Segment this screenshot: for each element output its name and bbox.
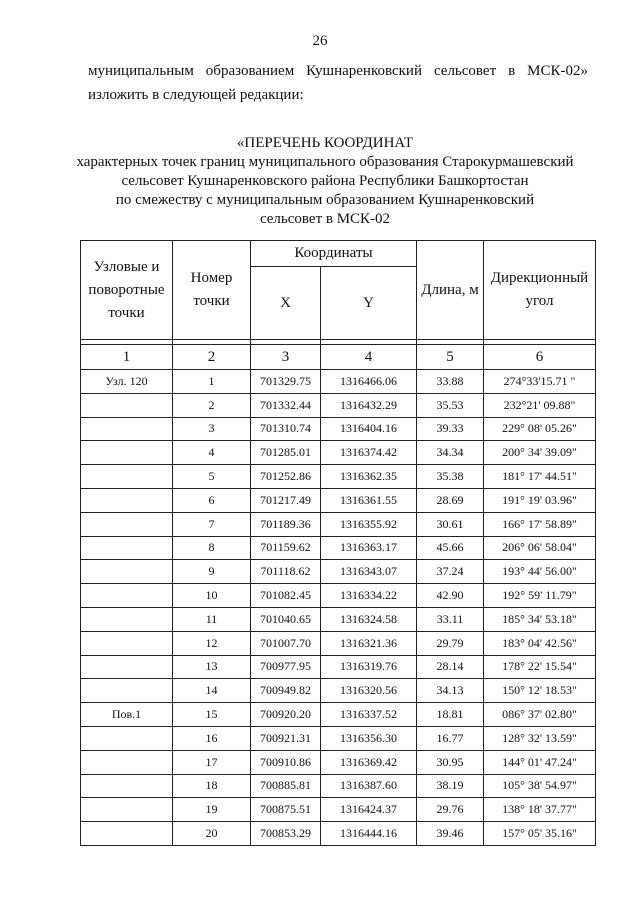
node-cell [81, 417, 173, 441]
length-cell: 38.19 [417, 774, 484, 798]
y-cell: 1316369.42 [321, 750, 417, 774]
x-cell: 700853.29 [251, 822, 321, 846]
point-number-cell: 2 [173, 393, 251, 417]
length-cell: 33.11 [417, 607, 484, 631]
length-cell: 34.34 [417, 441, 484, 465]
x-cell: 700977.95 [251, 655, 321, 679]
angle-cell: 192° 59' 11.79" [484, 584, 596, 608]
table-row [81, 631, 596, 655]
angle-cell: 166° 17' 58.89" [484, 512, 596, 536]
table-row [81, 703, 596, 727]
node-cell [81, 774, 173, 798]
angle-cell: 144° 01' 47.24" [484, 750, 596, 774]
node-cell [81, 488, 173, 512]
table-row [81, 465, 596, 489]
table-row [81, 607, 596, 631]
y-cell: 1316374.42 [321, 441, 417, 465]
title-line-1: «ПЕРЕЧЕНЬ КООРДИНАТ [236, 135, 414, 151]
x-cell: 701159.62 [251, 536, 321, 560]
title-line-3: сельсовет Кушнаренковского района Республики Башкортостан [121, 173, 529, 189]
point-number-cell: 5 [173, 465, 251, 489]
table-row [81, 512, 596, 536]
y-cell: 1316424.37 [321, 798, 417, 822]
y-cell: 1316404.16 [321, 417, 417, 441]
point-number-cell: 6 [173, 488, 251, 512]
y-cell: 1316334.22 [321, 584, 417, 608]
length-cell: 30.61 [417, 512, 484, 536]
point-number-cell: 15 [173, 703, 251, 727]
angle-cell: 193° 44' 56.00" [484, 560, 596, 584]
table-row [81, 655, 596, 679]
node-cell [81, 655, 173, 679]
y-cell: 1316362.35 [321, 465, 417, 489]
y-cell: 1316361.55 [321, 488, 417, 512]
header-nodes: Узловые и поворотные точки [81, 241, 173, 340]
node-cell: Пов.1 [81, 703, 173, 727]
table-row [81, 822, 596, 846]
node-cell [81, 393, 173, 417]
y-cell: 1316355.92 [321, 512, 417, 536]
title-line-5: сельсовет в МСК-02 [259, 211, 391, 227]
point-number-cell: 10 [173, 584, 251, 608]
x-cell: 701082.45 [251, 584, 321, 608]
table-row [81, 584, 596, 608]
column-number: 5 [417, 345, 484, 370]
x-cell: 700920.20 [251, 703, 321, 727]
angle-cell: 206° 06' 58.04" [484, 536, 596, 560]
point-number-cell: 16 [173, 726, 251, 750]
angle-cell: 128° 32' 13.59" [484, 726, 596, 750]
length-cell: 42.90 [417, 584, 484, 608]
column-numbers-row [81, 345, 596, 370]
table-row [81, 679, 596, 703]
table-row [81, 750, 596, 774]
document-title [60, 134, 590, 229]
x-cell: 701007.70 [251, 631, 321, 655]
angle-cell: 178° 22' 15.54" [484, 655, 596, 679]
table-row [81, 393, 596, 417]
length-cell: 33.88 [417, 370, 484, 394]
point-number-cell: 1 [173, 370, 251, 394]
intro-line-2: изложить в следующей редакции: [88, 87, 304, 103]
x-cell: 701118.62 [251, 560, 321, 584]
y-cell: 1316356.30 [321, 726, 417, 750]
table-row [81, 417, 596, 441]
x-cell: 701217.49 [251, 488, 321, 512]
angle-cell: 191° 19' 03.96" [484, 488, 596, 512]
x-cell: 701332.44 [251, 393, 321, 417]
angle-cell: 138° 18' 37.77" [484, 798, 596, 822]
length-cell: 39.33 [417, 417, 484, 441]
point-number-cell: 7 [173, 512, 251, 536]
x-cell: 701329.75 [251, 370, 321, 394]
length-cell: 28.69 [417, 488, 484, 512]
angle-cell: 105° 38' 54.97" [484, 774, 596, 798]
x-cell: 700921.31 [251, 726, 321, 750]
node-cell [81, 512, 173, 536]
length-cell: 30.95 [417, 750, 484, 774]
title-line-2: характерных точек границ муниципального образования Старокурмашевский [76, 154, 574, 170]
length-cell: 34.13 [417, 679, 484, 703]
node-cell: Узл. 120 [81, 370, 173, 394]
angle-cell: 183° 04' 42.56" [484, 631, 596, 655]
table-row [81, 441, 596, 465]
column-number: 1 [81, 345, 173, 370]
length-cell: 37.24 [417, 560, 484, 584]
y-cell: 1316432.29 [321, 393, 417, 417]
point-number-cell: 11 [173, 607, 251, 631]
column-number: 6 [484, 345, 596, 370]
length-cell: 29.76 [417, 798, 484, 822]
angle-cell: 185° 34' 53.18" [484, 607, 596, 631]
x-cell: 701310.74 [251, 417, 321, 441]
point-number-cell: 8 [173, 536, 251, 560]
y-cell: 1316324.58 [321, 607, 417, 631]
node-cell [81, 631, 173, 655]
table-row [81, 536, 596, 560]
node-cell [81, 679, 173, 703]
column-number: 4 [321, 345, 417, 370]
node-cell [81, 465, 173, 489]
header-x: X [251, 267, 321, 340]
angle-cell: 150° 12' 18.53" [484, 679, 596, 703]
intro-line-1: муниципальным образованием Кушнаренковский сельсовет в МСК-02» [88, 63, 588, 79]
x-cell: 700949.82 [251, 679, 321, 703]
node-cell [81, 822, 173, 846]
node-cell [81, 560, 173, 584]
length-cell: 39.46 [417, 822, 484, 846]
angle-cell: 274°33'15.71 " [484, 370, 596, 394]
point-number-cell: 13 [173, 655, 251, 679]
length-cell: 16.77 [417, 726, 484, 750]
point-number-cell: 20 [173, 822, 251, 846]
point-number-cell: 18 [173, 774, 251, 798]
point-number-cell: 9 [173, 560, 251, 584]
node-cell [81, 536, 173, 560]
header-y: Y [321, 267, 417, 340]
point-number-cell: 17 [173, 750, 251, 774]
x-cell: 701189.36 [251, 512, 321, 536]
x-cell: 700885.81 [251, 774, 321, 798]
x-cell: 701040.65 [251, 607, 321, 631]
column-number: 3 [251, 345, 321, 370]
point-number-cell: 12 [173, 631, 251, 655]
table-row [81, 726, 596, 750]
x-cell: 701285.01 [251, 441, 321, 465]
node-cell [81, 584, 173, 608]
title-line-4: по смежеству с муниципальным образованием Кушнаренковский [115, 192, 535, 208]
y-cell: 1316363.17 [321, 536, 417, 560]
y-cell: 1316444.16 [321, 822, 417, 846]
point-number-cell: 19 [173, 798, 251, 822]
y-cell: 1316320.56 [321, 679, 417, 703]
node-cell [81, 750, 173, 774]
x-cell: 700875.51 [251, 798, 321, 822]
coordinates-table [80, 240, 596, 846]
node-cell [81, 441, 173, 465]
length-cell: 35.38 [417, 465, 484, 489]
column-number: 2 [173, 345, 251, 370]
angle-cell: 200° 34' 39.09" [484, 441, 596, 465]
header-point-number: Номер точки [173, 241, 251, 340]
y-cell: 1316337.52 [321, 703, 417, 727]
x-cell: 701252.86 [251, 465, 321, 489]
angle-cell: 229° 08' 05.26" [484, 417, 596, 441]
node-cell [81, 726, 173, 750]
angle-cell: 181° 17' 44.51" [484, 465, 596, 489]
angle-cell: 086° 37' 02.80" [484, 703, 596, 727]
header-angle: Дирекционный угол [484, 241, 596, 340]
table-row [81, 488, 596, 512]
length-cell: 29.79 [417, 631, 484, 655]
length-cell: 18.81 [417, 703, 484, 727]
y-cell: 1316466.06 [321, 370, 417, 394]
header-length: Длина, м [417, 241, 484, 340]
table-row [81, 774, 596, 798]
node-cell [81, 607, 173, 631]
y-cell: 1316321.36 [321, 631, 417, 655]
point-number-cell: 4 [173, 441, 251, 465]
page-number: 26 [312, 33, 328, 49]
length-cell: 28.14 [417, 655, 484, 679]
node-cell [81, 798, 173, 822]
x-cell: 700910.86 [251, 750, 321, 774]
header-coordinates: Координаты [251, 241, 417, 267]
point-number-cell: 3 [173, 417, 251, 441]
angle-cell: 232°21' 09.88" [484, 393, 596, 417]
length-cell: 45.66 [417, 536, 484, 560]
y-cell: 1316319.76 [321, 655, 417, 679]
point-number-cell: 14 [173, 679, 251, 703]
angle-cell: 157° 05' 35.16" [484, 822, 596, 846]
y-cell: 1316343.07 [321, 560, 417, 584]
y-cell: 1316387.60 [321, 774, 417, 798]
table-row [81, 798, 596, 822]
table-row [81, 560, 596, 584]
table-row [81, 370, 596, 394]
length-cell: 35.53 [417, 393, 484, 417]
